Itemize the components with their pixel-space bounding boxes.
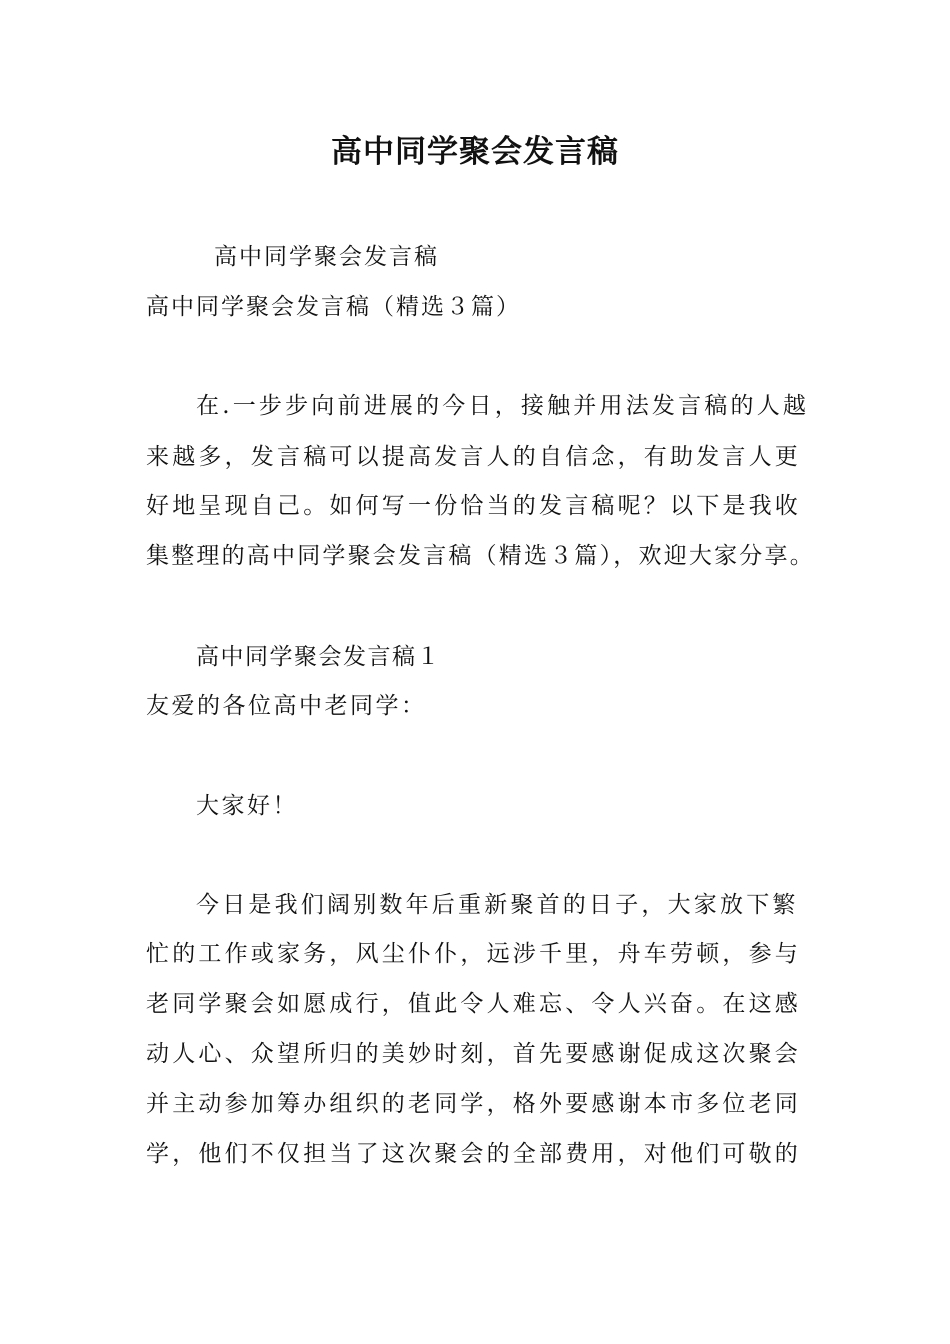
document-subtitle: 高中同学聚会发言稿: [214, 244, 439, 270]
section-heading: 高中同学聚会发言稿１: [196, 644, 441, 670]
body-line: 今日是我们阔别数年后重新聚首的日子，大家放下繁: [196, 892, 799, 918]
body-line: 动人心、众望所归的美妙时刻，首先要感谢促成这次聚会: [146, 1041, 801, 1067]
body-line: 学，他们不仅担当了这次聚会的全部费用，对他们可敬的: [146, 1141, 801, 1167]
body-line: 并主动参加筹办组织的老同学，格外要感谢本市多位老同: [146, 1091, 801, 1117]
document-subtitle-full: 高中同学聚会发言稿（精选３篇）: [146, 294, 521, 320]
salutation: 友爱的各位高中老同学：: [146, 693, 427, 719]
intro-line: 好地呈现自己。如何写一份恰当的发言稿呢？以下是我收: [146, 493, 801, 519]
document-title: 高中同学聚会发言稿: [331, 134, 619, 170]
intro-line: 集整理的高中同学聚会发言稿（精选３篇），欢迎大家分享。: [146, 543, 815, 569]
intro-line: 在.一步步向前进展的今日，接触并用法发言稿的人越: [196, 393, 810, 419]
greeting: 大家好！: [196, 793, 298, 819]
body-line: 老同学聚会如愿成行，值此令人难忘、令人兴奋。在这感: [146, 991, 801, 1017]
intro-line: 来越多，发言稿可以提高发言人的自信念，有助发言人更: [146, 444, 801, 470]
body-line: 忙的工作或家务，风尘仆仆，远涉千里，舟车劳顿，参与: [146, 941, 801, 967]
